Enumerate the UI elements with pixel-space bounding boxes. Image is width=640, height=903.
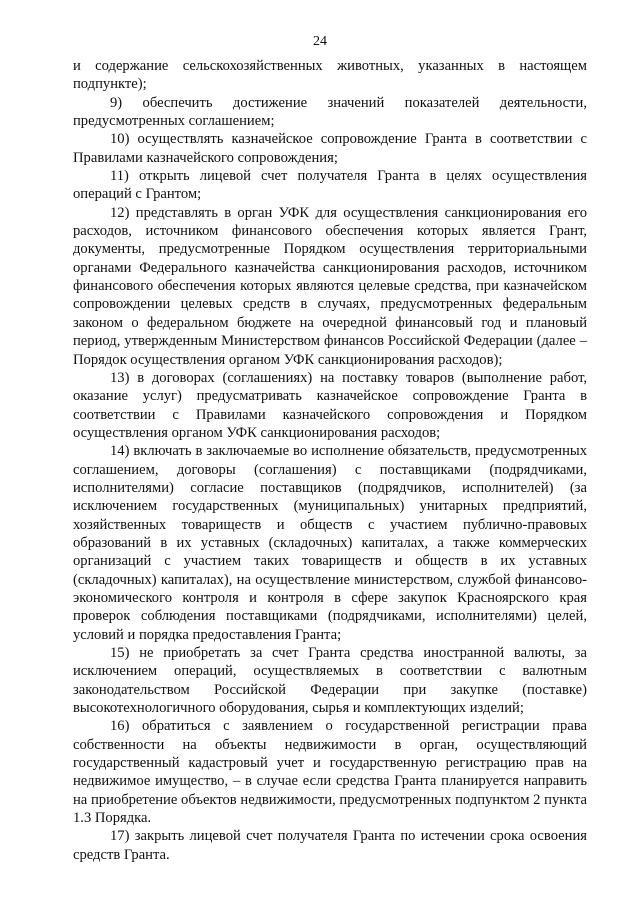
paragraph-item-10: 10) осуществлять казначейское сопровождение Гранта в соответствии с Правилами казначейского сопровождения; <box>73 131 587 166</box>
paragraph-item-14: 14) включать в заключаемые во исполнение обязательств, предусмотренных соглашением, договоры (соглашения) с поставщиками (подрядчиками, исполнителями) согласие поставщиков (подрядчиков, исполнителей) (за исключением государственных (муниципальных) унитарных предприятий, хозяйственных товариществ и обществ с участием публично-правовых образований в их уставных (складочных) капиталах, а также коммерческих организаций с участием таких товариществ и обществ в их уставных (складочных) капиталах), на осуществление министерством, службой финансово-экономического контроля и контроля в сфере закупок Красноярского края проверок соблюдения поставщиками (подрядчиками, исполнителями) целей, условий и порядка предоставления Гранта; <box>73 443 587 643</box>
paragraph-item-12: 12) представлять в орган УФК для осуществления санкционирования его расходов, источником финансового обеспечения которых является Грант, документы, предусмотренные Порядком осуществления территориальными органами Федерального казначейства санкционирования расходов, источником финансового обеспечения которых являются целевые средства, при казначейском сопровождении целевых средств в случаях, предусмотренных федеральным законом о федеральном бюджете на очередной финансовый год и плановый период, утвержденным Министерством финансов Российской Федерации (далее – Порядок осуществления органом УФК санкционирования расходов); <box>73 204 587 368</box>
document-body <box>73 57 587 864</box>
paragraph-item-15: 15) не приобретать за счет Гранта средства иностранной валюты, за исключением операций, осуществляемых в соответствии с валютным законодательством Российской Федерации при закупке (поставке) высокотехнологичного оборудования, сырья и комплектующих изделий; <box>73 645 587 717</box>
page-number: 24 <box>313 34 327 49</box>
paragraph-item-17: 17) закрыть лицевой счет получателя Гранта по истечении срока освоения средств Гранта. <box>73 828 587 863</box>
paragraph-continuation: и содержание сельскохозяйственных животных, указанных в настоящем подпункте); <box>73 58 587 93</box>
paragraph-item-9: 9) обеспечить достижение значений показателей деятельности, предусмотренных соглашением; <box>73 94 587 130</box>
paragraph-item-13: 13) в договорах (соглашениях) на поставку товаров (выполнение работ, оказание услуг) предусматривать казначейское сопровождение Гранта в соответствии с Правилами казначейского сопровождения и Порядком осуществления органом УФК санкционирования расходов; <box>73 369 587 441</box>
paragraph-item-11: 11) открыть лицевой счет получателя Гранта в целях осуществления операций с Грантом; <box>73 168 587 203</box>
paragraph-item-16: 16) обратиться с заявлением о государственной регистрации права собственности на объекты недвижимости в орган, осуществляющий государственный кадастровый учет и государственную регистрацию прав на недвижимое имущество, – в случае если средства Гранта планируется направить на приобретение объектов недвижимости, предусмотренных подпунктом 2 пункта 1.3 Порядка. <box>73 718 587 827</box>
